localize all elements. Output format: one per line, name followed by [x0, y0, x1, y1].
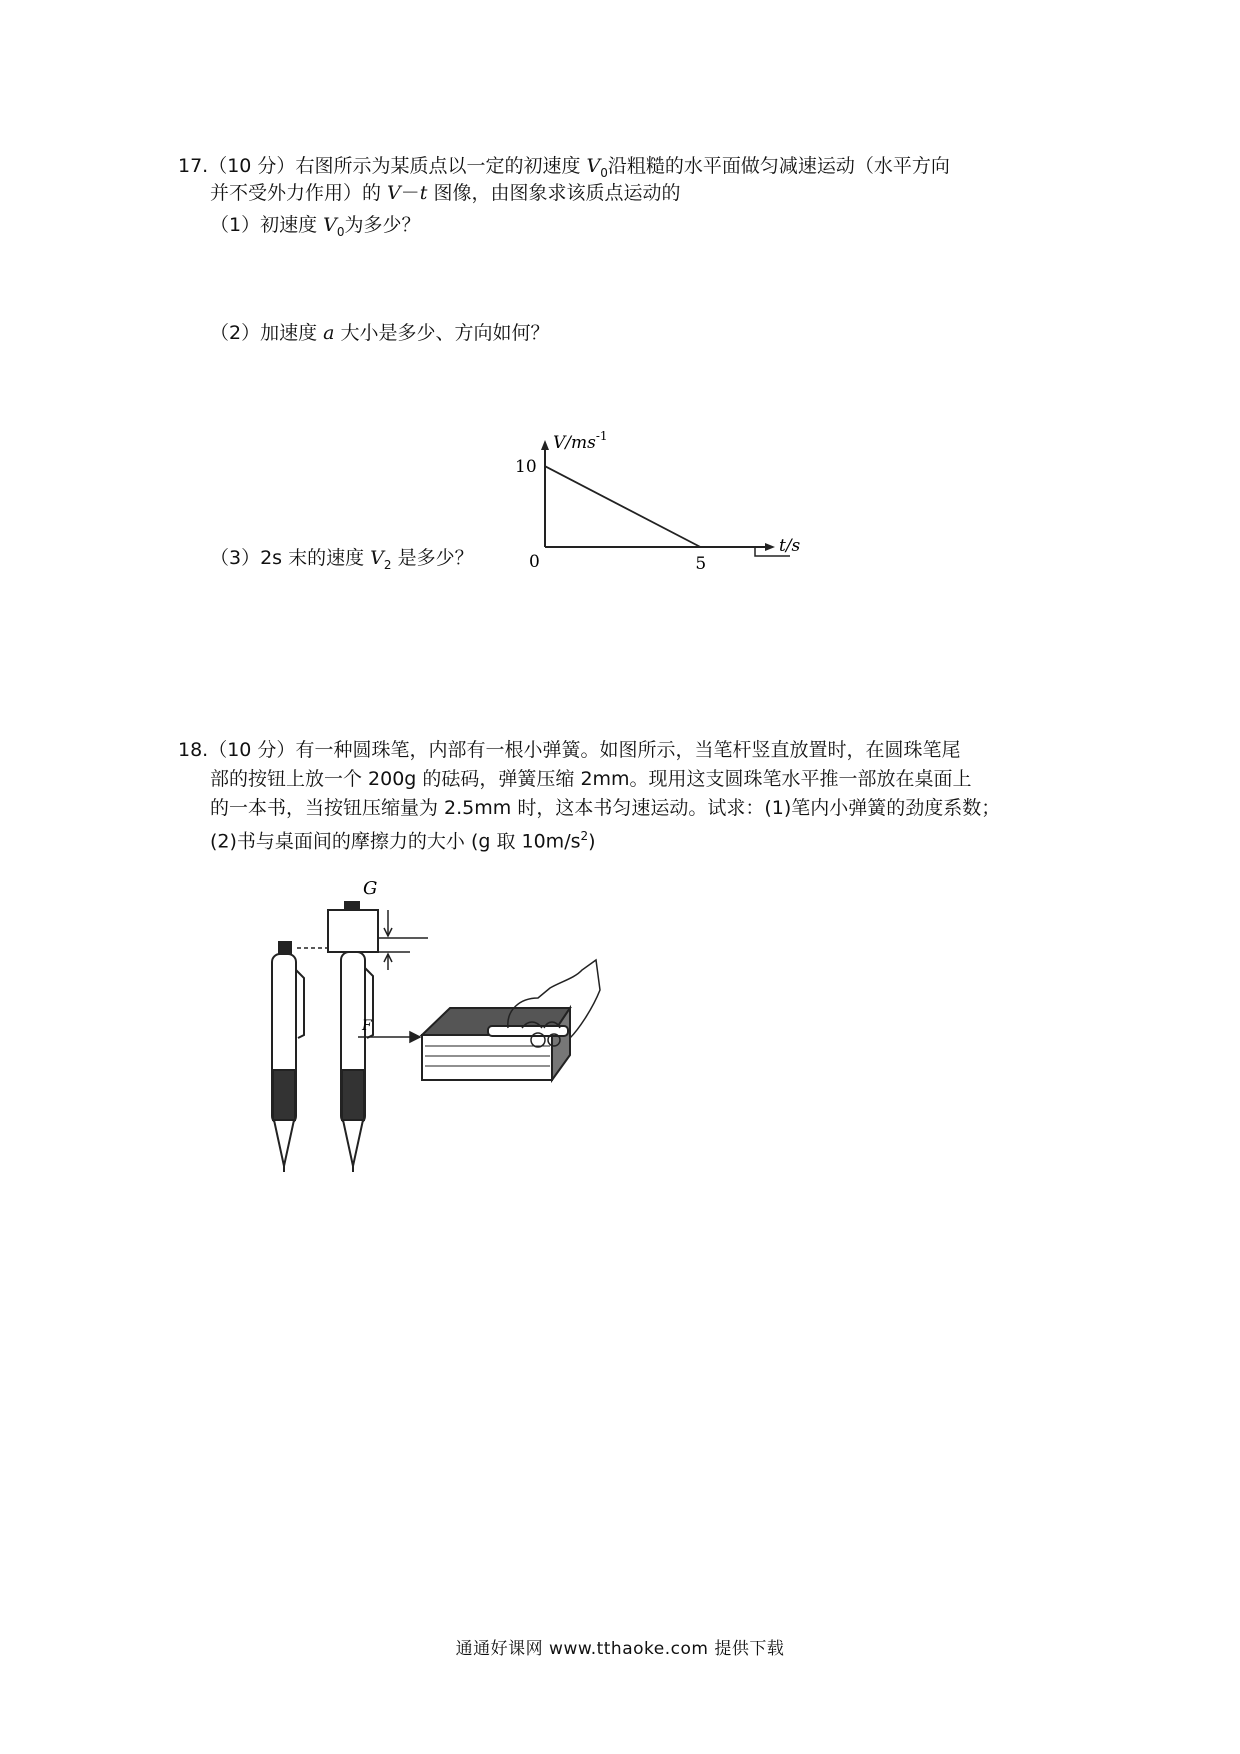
q18-number: 18.	[178, 739, 209, 761]
origin-label: 0	[529, 552, 540, 572]
footer-text: 通通好课网 www.tthaoke.com 提供下载	[455, 1639, 785, 1659]
pen-book-figure	[260, 870, 680, 1180]
q17-score: （10 分）	[208, 155, 296, 177]
y-axis-label: $V/ms^{-1}$	[553, 429, 608, 453]
q18-line-4: (2)书与桌面间的摩擦力的大小 (g 取 $10m/s^2$)	[210, 829, 596, 853]
q18-score: （10 分）	[208, 739, 296, 761]
q18-line-3: 的一本书，当按钮压缩量为 2.5mm 时，这本书匀速运动。试求：(1)笔内小弹簧的劲度系数；	[210, 797, 1001, 819]
q18-line-2: 部的按钮上放一个 200g 的砝码，弹簧压缩 2mm。现用这支圆珠笔水平推一部放在桌面上	[210, 768, 972, 790]
pen-uncompressed	[272, 942, 304, 1172]
weight-label: G	[363, 878, 378, 899]
velocity-line	[545, 466, 700, 547]
q17-line-1: 17.（10 分）右图所示为某质点以一定的初速度 $V_0$沿粗糙的水平面做匀减速运动（水平方向	[178, 155, 950, 180]
x-axis-arrow	[765, 543, 775, 551]
y-axis-arrow	[541, 440, 549, 450]
force-label: F	[362, 1018, 372, 1034]
q17-part-1: （1）初速度 $V_0$为多少？	[210, 214, 421, 239]
q18-line-1: 18.（10 分）有一种圆珠笔，内部有一根小弹簧。如图所示，当笔杆竖直放置时，在圆珠笔尾	[178, 739, 961, 761]
q17-part-2: （2）加速度 a 大小是多少、方向如何？	[210, 322, 550, 344]
x-axis-label: t/s	[779, 536, 801, 556]
compression-marker	[378, 910, 428, 970]
q17-number: 17.	[178, 155, 209, 177]
vt-graph	[495, 429, 801, 575]
q17-part-3: （3）2s 末的速度 $V_2$ 是多少？	[210, 547, 474, 572]
pen-compressed	[341, 952, 373, 1172]
x-tick-label: 5	[695, 554, 707, 574]
weight-block	[328, 902, 378, 952]
q17-line-2: 并不受外力作用）的 V－t 图像，由图象求该质点运动的	[210, 182, 681, 204]
y-tick-label: 10	[515, 457, 537, 478]
book	[422, 1008, 570, 1080]
